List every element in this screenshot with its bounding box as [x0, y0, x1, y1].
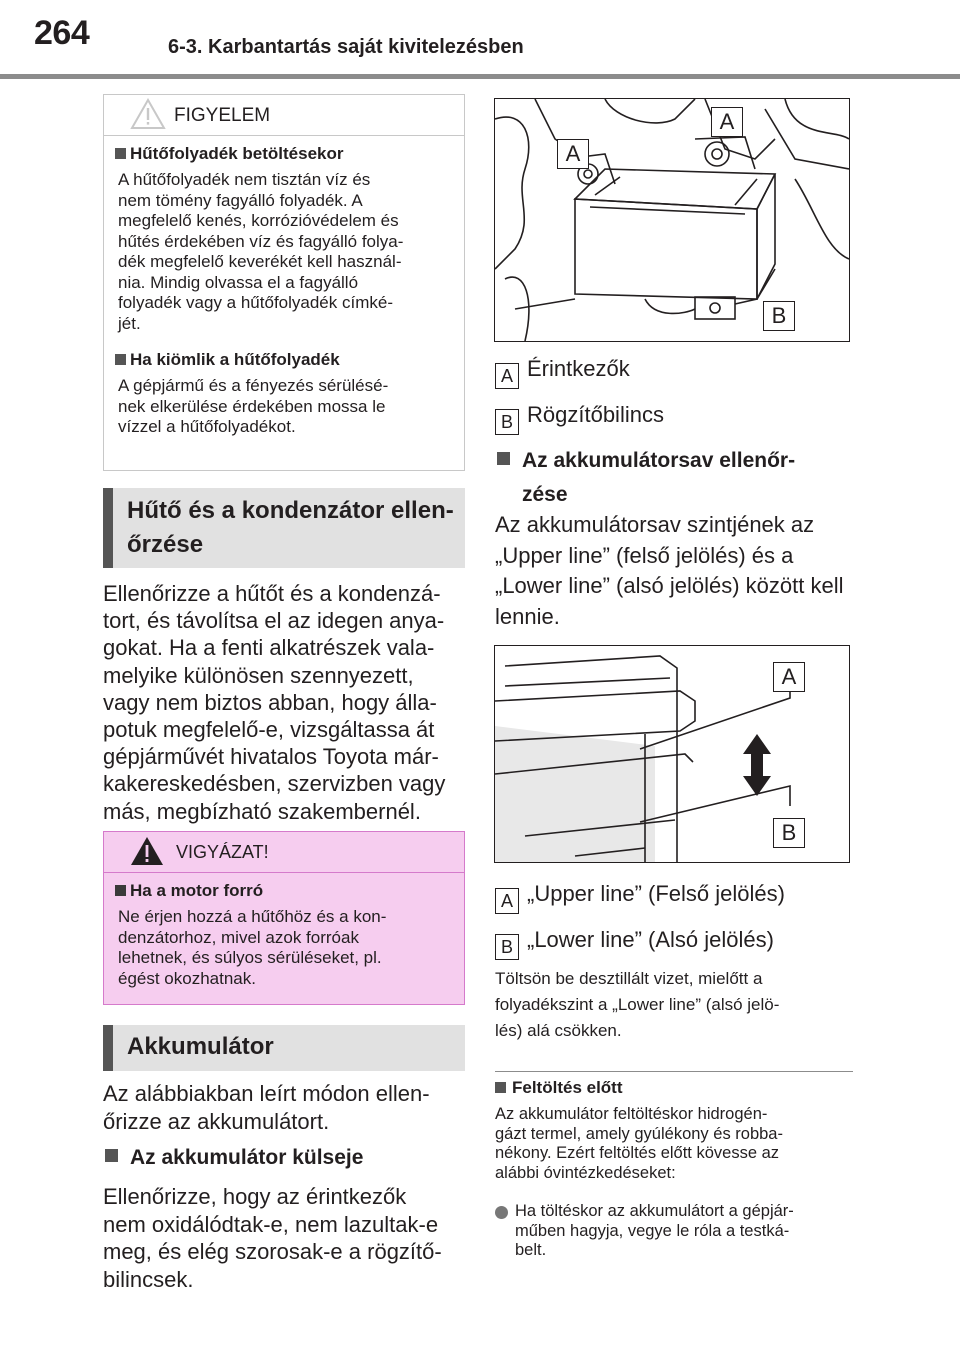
callout-a-2: A	[711, 107, 743, 137]
warning-triangle-icon	[130, 836, 164, 866]
distilled-water-note: Töltsön be desztillált vizet, mielőtt a folyadékszint a „Lower line” (alsó jelö- lés) alá csökken.	[495, 969, 780, 1040]
battery-drawing	[495, 99, 849, 341]
callout-upper-line: A	[773, 662, 805, 692]
legend-b-clamp: B Rögzítőbilincs	[495, 402, 664, 435]
section-heading-battery: Akkumulátor	[103, 1025, 465, 1071]
legend-b-lower: B „Lower line” (Alsó jelölés)	[495, 927, 774, 960]
battery-illustration	[494, 98, 850, 342]
battery-exterior-heading: Az akkumulátor külseje	[105, 1146, 363, 1170]
legend-key-b: B	[495, 934, 519, 960]
circle-bullet-icon	[495, 1206, 508, 1219]
battery-exterior-body: Ellenőrizze, hogy az érintkezők nem oxidálódtak-e, nem lazultak-e meg, és elég szorosak-e a rögzítő- bilincsek.	[103, 1184, 442, 1292]
note-divider	[495, 1071, 853, 1072]
caution-header	[104, 95, 464, 136]
legend-a-upper: A „Upper line” (Felső jelölés)	[495, 881, 785, 914]
before-charging-heading: Feltöltés előtt	[495, 1078, 623, 1098]
legend-key-a: A	[495, 888, 519, 914]
caution-triangle-icon	[130, 98, 166, 130]
legend-a-terminals: A Érintkezők	[495, 356, 630, 389]
callout-lower-line: B	[773, 818, 805, 848]
battery-intro: Az alábbiakban leírt módon ellen- őrizze az akkumulátort.	[103, 1081, 430, 1134]
square-bullet-icon	[115, 885, 126, 896]
caution-box	[103, 94, 465, 471]
page-number: 264	[34, 14, 90, 52]
before-charging-bullet: Ha töltéskor az akkumulátort a gépjár- műben hagyja, vegye le róla a testká- belt.	[495, 1202, 857, 1261]
warning-text: Ne érjen hozzá a hűtőhöz és a kon- denzátorhoz, mivel azok forróak lehetnek, és súlyos sérüléseket, pl. égést okozhatnak.	[118, 907, 387, 988]
warning-header	[104, 832, 464, 873]
square-bullet-icon	[115, 354, 126, 365]
fluid-level-illustration	[494, 645, 850, 863]
warning-box	[103, 831, 465, 1005]
warning-subheading: Ha a motor forró	[104, 881, 464, 901]
caution-text-1: A hűtőfolyadék nem tisztán víz és nem tömény fagyálló folyadék. A megfelelő kenés, korrózióvédelem és hűtés érdekében víz és fagyálló folya- dék megfelelő keverékét kell használ- nia. Mindig olvassa el a fagyálló folyadék vagy a hűtőfolyadék címké- jét.	[118, 170, 404, 333]
callout-a-1: A	[557, 139, 589, 169]
before-charging-text: Az akkumulátor feltöltéskor hidrogén- gázt termel, amely gyúlékony és robba- nékony. Ezért feltöltés előtt kövesse az alábbi óvintézkedéseket:	[495, 1105, 783, 1182]
legend-key-a: A	[495, 363, 519, 389]
caution-text-2: A gépjármű és a fényezés sérülésé- nek elkerülése érdekében mossa le vízzel a hűtőfolyadékot.	[118, 376, 389, 436]
legend-key-b: B	[495, 409, 519, 435]
square-bullet-icon	[495, 1082, 506, 1093]
fluid-body: Az akkumulátorsav szintjének az „Upper line” (felső jelölés) és a „Lower line” (alsó jelölés) között kell lennie.	[495, 512, 844, 629]
section-heading-radiator: Hűtő és a kondenzátor ellen- őrzése	[103, 488, 465, 568]
callout-b: B	[763, 301, 795, 331]
caution-subheading-1: Hűtőfolyadék betöltésekor	[104, 144, 464, 164]
header-divider	[0, 74, 960, 79]
chapter-title: 6-3. Karbantartás saját kivitelezésben	[168, 36, 524, 58]
square-bullet-icon	[105, 1149, 118, 1162]
warning-title: VIGYÁZAT!	[176, 842, 269, 862]
caution-title: FIGYELEM	[174, 105, 271, 126]
caution-subheading-2: Ha kiömlik a hűtőfolyadék	[104, 350, 464, 370]
square-bullet-icon	[115, 148, 126, 159]
radiator-body: Ellenőrizze a hűtőt és a kondenzá- tort, és távolítsa el az idegen anya- gokat. Ha a fenti alkatrészek vala- melyike különösen szennyezett, vagy nem biztos abban, hogy álla- potuk megfelelő-e, vizsgáltassa át gépjárművét hivatalos Toyota már- kakereskedésben, szervizben vagy más, megbízható szakembernél.	[103, 581, 446, 824]
square-bullet-icon	[497, 452, 510, 465]
fluid-check-heading: Az akkumulátorsav ellenőr- zése	[497, 444, 795, 512]
